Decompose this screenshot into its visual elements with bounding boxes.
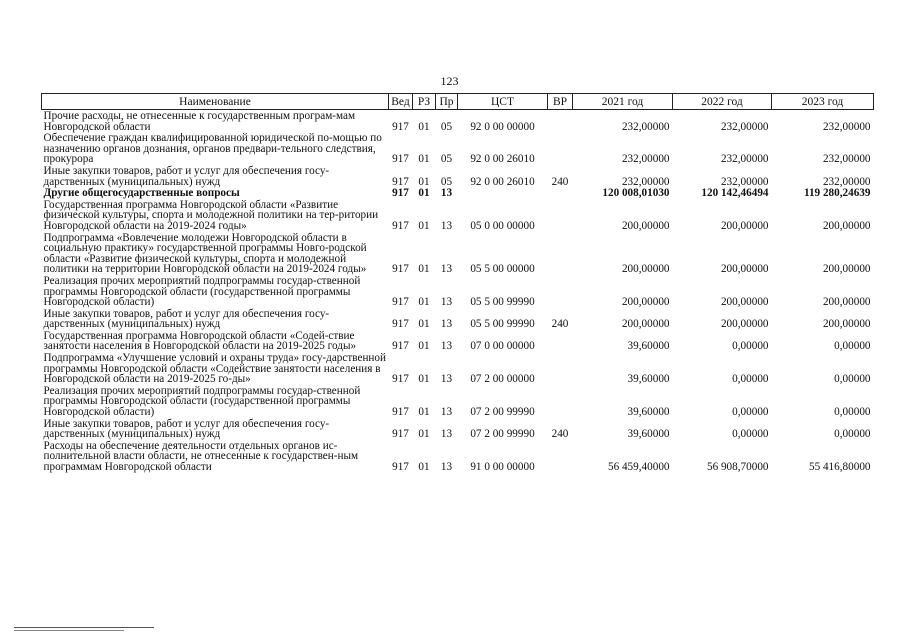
row-name: Реализация прочих мероприятий подпрограммы государ-ственной программы Новгородской области (государственной программы Новгородской области): [43, 384, 361, 419]
row-amount-2021: 200,00000: [621, 263, 670, 276]
row-rz: 01: [418, 373, 430, 386]
row-vr: [548, 132, 573, 165]
row-ved: 917: [392, 153, 409, 166]
column-header-pr: Пр: [436, 94, 458, 110]
row-cst: 05 5 00 99990: [470, 296, 535, 309]
row-vr: [548, 110, 573, 133]
table-row: [42, 275, 874, 308]
row-name: Иные закупки товаров, работ и услуг для обеспечения госу-дарственных (муниципальных) нужд: [43, 164, 330, 188]
row-amount-2022: 232,00000: [720, 153, 769, 166]
row-name: Иные закупки товаров, работ и услуг для обеспечения госу-дарственных (муниципальных) нужд: [43, 307, 330, 331]
table-row: [42, 165, 874, 187]
row-amount-2022: 56 908,70000: [706, 461, 769, 473]
row-amount-2022: 0,00000: [732, 428, 769, 441]
column-header-ved: Вед: [389, 94, 413, 110]
row-rz: 01: [418, 406, 430, 419]
row-rz: 01: [418, 120, 430, 133]
row-amount-2022: 200,00000: [720, 318, 769, 331]
row-cst: 07 0 00 00000: [470, 340, 535, 353]
row-rz: 01: [418, 318, 430, 331]
row-pr: 13: [440, 406, 453, 419]
row-ved: 917: [392, 461, 409, 473]
row-name: Подпрограмма «Улучшение условий и охраны труда» госу-дарственной программы Новгородской области «Содействие занятости населения в Новгородской области на 2019-2025 го-ды»: [43, 352, 386, 386]
row-rz: 01: [418, 187, 430, 200]
row-rz: 01: [418, 428, 430, 441]
row-vr: 240: [551, 175, 569, 188]
row-ved: 917: [392, 187, 409, 200]
row-amount-2021: 56 459,40000: [607, 461, 670, 473]
row-cst: 05 0 00 00000: [470, 219, 535, 232]
row-amount-2021: 200,00000: [621, 296, 670, 309]
column-header-rz: РЗ: [413, 94, 436, 110]
row-vr: [548, 199, 573, 232]
row-amount-2022: 232,00000: [720, 120, 769, 133]
row-amount-2022: 200,00000: [720, 296, 769, 309]
row-cst: 07 2 00 99990: [470, 406, 535, 419]
row-pr: 05: [440, 120, 453, 133]
row-name: Подпрограмма «Вовлечение молодежи Новгородской области в социальную практику» государственной программы Новго-родской области «Развитие физической культуры, спорта и молодежной политики на территории Новгородской области на 2019-2024 годы»: [43, 231, 367, 276]
row-pr: 05: [440, 175, 453, 188]
row-amount-2022: 120 142,46494: [701, 187, 769, 200]
row-amount-2023: 200,00000: [822, 296, 871, 309]
row-amount-2021: 200,00000: [621, 219, 670, 232]
row-cst: 05 5 00 99990: [470, 318, 535, 331]
row-name: Государственная программа Новгородской области «Развитие физической культуры, спорта и молодежной политики на тер-ритории Новгородской области на 2019-2024 годы»: [43, 198, 379, 232]
row-ved: 917: [392, 373, 409, 386]
row-vr: [548, 232, 573, 275]
row-amount-2023: 55 416,80000: [808, 461, 871, 473]
row-cst: 91 0 00 00000: [470, 461, 535, 473]
row-vr: [548, 187, 573, 199]
row-rz: 01: [418, 296, 430, 309]
row-cst: 92 0 00 00000: [470, 120, 535, 133]
row-amount-2022: 0,00000: [732, 373, 769, 386]
row-amount-2022: 232,00000: [720, 175, 769, 188]
row-amount-2023: 232,00000: [822, 120, 871, 133]
table-body: [42, 110, 874, 473]
row-ved: 917: [392, 340, 409, 353]
row-amount-2023: 0,00000: [834, 406, 871, 419]
row-vr: 240: [551, 428, 569, 441]
row-pr: 13: [440, 187, 453, 200]
table-row: [42, 232, 874, 275]
page-number: 123: [440, 74, 459, 88]
table-row: [42, 385, 874, 418]
row-vr: [548, 275, 573, 308]
table-row: [42, 352, 874, 385]
row-pr: 13: [440, 340, 453, 353]
table-row: [42, 308, 874, 330]
row-vr: [548, 352, 573, 385]
row-cst: 92 0 00 26010: [470, 153, 535, 166]
row-ved: 917: [392, 219, 409, 232]
row-amount-2023: 0,00000: [834, 340, 871, 353]
table-row: [42, 199, 874, 232]
row-ved: 917: [392, 263, 409, 276]
row-vr: [548, 440, 573, 473]
row-amount-2021: 39,60000: [627, 406, 670, 419]
row-amount-2021: 39,60000: [627, 340, 670, 353]
row-amount-2023: 200,00000: [822, 263, 871, 276]
row-pr: 13: [440, 263, 453, 276]
row-rz: 01: [418, 461, 430, 473]
row-rz: 01: [418, 340, 430, 353]
row-ved: 917: [392, 318, 409, 331]
row-amount-2022: 200,00000: [720, 263, 769, 276]
table-row: [42, 440, 874, 473]
row-name: Реализация прочих мероприятий подпрограммы государ-ственной программы Новгородской области (государственной программы Новгородской области): [43, 274, 361, 309]
row-amount-2021: 39,60000: [627, 373, 670, 386]
budget-table: [41, 93, 874, 473]
table-row: [42, 187, 874, 199]
row-amount-2022: 0,00000: [732, 406, 769, 419]
row-amount-2023: 119 280,24639: [803, 187, 871, 200]
row-name: Государственная программа Новгородской области «Содей-ствие занятости населения в Новгородской области на 2019-2025 годы»: [43, 329, 357, 353]
row-pr: 13: [440, 373, 453, 386]
row-cst: 05 5 00 00000: [470, 263, 535, 276]
column-header-2022: 2022 год: [673, 94, 772, 110]
row-rz: 01: [418, 263, 430, 276]
row-amount-2021: 232,00000: [621, 175, 670, 188]
row-cst: [458, 187, 548, 199]
row-rz: 01: [418, 175, 430, 188]
row-rz: 01: [418, 153, 430, 166]
row-amount-2023: 0,00000: [834, 373, 871, 386]
row-amount-2023: 200,00000: [822, 318, 871, 331]
row-amount-2022: 0,00000: [732, 340, 769, 353]
row-amount-2023: 200,00000: [822, 219, 871, 232]
column-header-name: Наименование: [42, 94, 389, 110]
row-ved: 917: [392, 175, 409, 188]
row-pr: 13: [440, 428, 453, 441]
row-vr: [548, 330, 573, 352]
table-row: [42, 110, 874, 133]
footer-rule: [14, 627, 154, 628]
table-row: [42, 418, 874, 440]
row-amount-2023: 0,00000: [834, 428, 871, 441]
footer-rule-secondary: [14, 630, 124, 631]
row-ved: 917: [392, 428, 409, 441]
row-amount-2021: 232,00000: [621, 153, 670, 166]
row-vr: [548, 385, 573, 418]
row-amount-2021: 200,00000: [621, 318, 670, 331]
row-amount-2022: 200,00000: [720, 219, 769, 232]
row-name: Прочие расходы, не отнесенные к государственным програм-мам Новгородской области: [43, 110, 356, 133]
row-amount-2021: 120 008,01030: [602, 187, 670, 200]
table-row: [42, 330, 874, 352]
row-amount-2021: 39,60000: [627, 428, 670, 441]
row-cst: 07 2 00 00000: [470, 373, 535, 386]
row-ved: 917: [392, 120, 409, 133]
row-name: Обеспечение граждан квалифицированной юридической по-мощью по назначению органов дознания, органов предвари-тельного следствия, прокурора: [43, 132, 382, 166]
row-name: Расходы на обеспечение деятельности отдельных органов ис-полнительной власти области, не отнесенные к государствен-ным программам Новгородской области: [43, 439, 359, 473]
row-cst: 92 0 00 26010: [470, 175, 535, 188]
row-pr: 13: [440, 318, 453, 331]
column-header-vr: ВР: [548, 94, 573, 110]
row-pr: 13: [440, 296, 453, 309]
row-amount-2023: 232,00000: [822, 175, 871, 188]
row-pr: 05: [440, 153, 453, 166]
row-ved: 917: [392, 406, 409, 419]
row-ved: 917: [392, 296, 409, 309]
row-name: Иные закупки товаров, работ и услуг для обеспечения госу-дарственных (муниципальных) нужд: [43, 417, 330, 441]
table-row: [42, 132, 874, 165]
column-header-2021: 2021 год: [573, 94, 673, 110]
table-header-row: [42, 94, 874, 110]
column-header-2023: 2023 год: [772, 94, 874, 110]
row-vr: 240: [551, 318, 569, 331]
column-header-cst: ЦСТ: [458, 94, 548, 110]
row-pr: 13: [440, 219, 453, 232]
row-cst: 07 2 00 99990: [470, 428, 535, 441]
row-rz: 01: [418, 219, 430, 232]
row-amount-2021: 232,00000: [621, 120, 670, 133]
row-name: Другие общегосударственные вопросы: [43, 187, 240, 200]
row-amount-2023: 232,00000: [822, 153, 871, 166]
row-pr: 13: [440, 461, 453, 473]
